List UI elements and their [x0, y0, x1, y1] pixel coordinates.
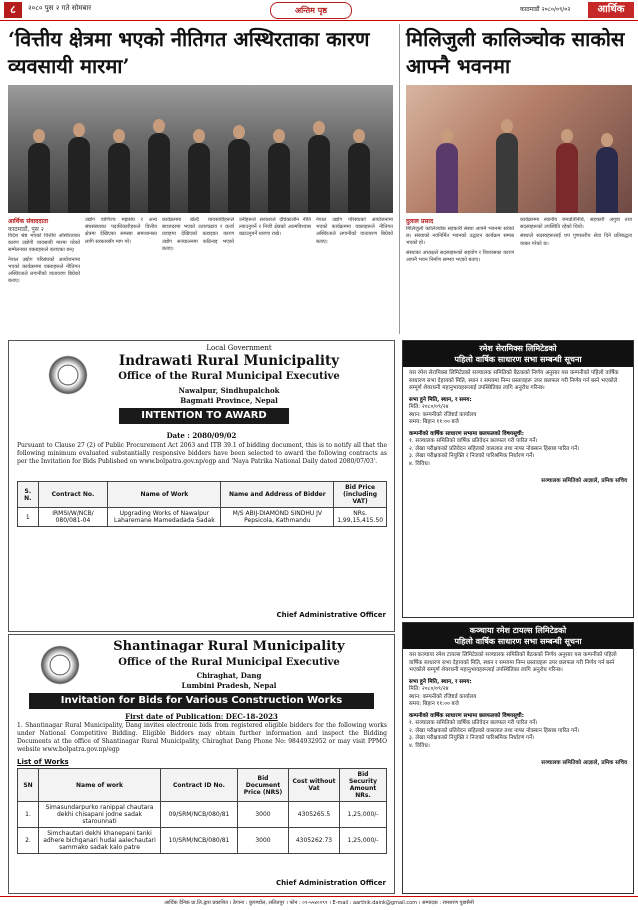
- table-header: Bid Price (including VAT): [334, 482, 387, 508]
- table-header: Contract No.: [38, 482, 108, 508]
- page-number: ८: [4, 2, 22, 18]
- table-cell: Simasundarpurko ranippal chautara dekhi chisapani jodne sadak starounnati: [39, 802, 161, 828]
- shantinagar-works-table: [17, 768, 387, 854]
- table-cell: 10/SRM/NCB/080/81: [161, 828, 238, 854]
- indrawati-body: Pursuant to Clause 27 (2) of Public Procurement Act 2063 and ITB 39.1 of bidding document, this is to notify all that the following minimum evaluated substantially responsive bidders have been selected to award the following contracts as per the Invitation for Bids Published on www.bolpatra.gov.np/egp and 'Naya Patrika National Daily dated 2080/07/03'.: [17, 442, 387, 465]
- section-label: अन्तिम पृष्ठ: [270, 2, 352, 19]
- meeting-time: समय: बिहान ११:०० बजे: [409, 419, 459, 425]
- table-header-row: [18, 482, 387, 508]
- headline-left[interactable]: ‘वित्तीय क्षेत्रमा भएको नीतिगत अस्थिरताका कारण व्यवसायी मारमा’: [8, 27, 370, 78]
- meeting-date: मिति: २०८०/०९/२४: [409, 404, 449, 410]
- agm-notice-2: [402, 622, 634, 894]
- shantinagar-notice: [8, 634, 395, 894]
- byline-left-place: काठमाडौं, पुस २: [8, 226, 44, 233]
- indrawati-notice: [8, 340, 395, 632]
- agm-notice-1-header: [403, 341, 633, 367]
- table-cell: 1,25,000/-: [340, 802, 387, 828]
- indrawati-signature: Chief Administrative Officer: [276, 611, 386, 619]
- agm-notice-2-company: कञ्चाया रमेश टायल्स लिमिटेडको: [469, 626, 567, 635]
- issue-date: २०८० पुस २ गते सोमबार: [28, 4, 92, 12]
- table-header: Name of Work: [108, 482, 221, 508]
- indrawati-province: Bagmati Province, Nepal: [180, 396, 278, 405]
- shantinagar-body: 1. Shantinagar Rural Municipality, Dang invites electronic bids from registered eligible bidders for the following works under National Competitive Bidding. Eligible Bidders may obtain further information and inspect the Bidding Documents at the office of Shantinagar Rural Municipality, Chiraghat Dang Phone No: 9844932952 or may visit PPMO website www.bolpatra.gov.np/egp: [17, 722, 387, 753]
- group-photo-left: [8, 85, 393, 213]
- table-cell: 2.: [18, 828, 39, 854]
- table-cell: 1: [18, 508, 39, 527]
- shantinagar-office: Office of the Rural Municipal Executive: [118, 657, 340, 668]
- article-left-col-5: नेपाल उद्योग परिसंघको आयोजनामा भएको कार्यक्रममा वक्ताहरूले नीतिगत अस्थिरताले लगानीको वातावरण बिग्रेको बताए।: [316, 217, 393, 245]
- invitation-banner: Invitation for Bids for Various Construction Works: [29, 693, 374, 709]
- table-header-row: [18, 769, 387, 802]
- headline-right[interactable]: मिलिजुली कालिञ्चोक साकोस आफ्नै भवनमा: [406, 27, 625, 78]
- agm-notice-1-body: [403, 367, 633, 489]
- byline-right: दुलाल प्रसाद: [406, 218, 434, 225]
- table-cell: Simchautari dekhi khanepani tanki adhere bichganari hudai aalechautari sammako sadak kalo patre: [39, 828, 161, 854]
- intention-banner: INTENTION TO AWARD: [119, 408, 289, 424]
- issue-date-right: काठमाडौं २०८०/०९/०२: [520, 6, 571, 13]
- meeting-place: स्थान: कम्पनीको रजिष्टर्ड कार्यालय: [409, 411, 477, 418]
- table-row: [18, 828, 387, 854]
- venue-title: सभा हुने मिति, स्थान, र समय:: [409, 678, 472, 685]
- table-cell: 1.: [18, 802, 39, 828]
- table-cell: M/S ABIJ-DIAMOND SINDHU JV Pepsicola, Kathmandu: [221, 508, 334, 527]
- agenda-item: ४. विविध।: [409, 460, 430, 467]
- page-footer: आर्थिक दैनिक प्रा.लि.द्वारा प्रकाशित । ठेगाना : कुपण्डोल, ललितपुर । फोन : ०१-५५४०२९९ । E-mail : aarthik.daink@gmail.com । सम्पादक : रामशरण पुडासैनी: [0, 896, 638, 909]
- article-left-col-4: उनीहरूले सरकारले दीर्घकालीन नीति ल्याउनुपर्ने र निजी क्षेत्रको आत्मविश्वास बढाउनुपर्ने धारणा राखे।: [239, 217, 311, 238]
- table-cell: 3000: [238, 828, 289, 854]
- table-header: Bid Security Amount NRs.: [340, 769, 387, 802]
- article-left-col-1: विदेश श्रेष्ठ भएको वित्तीय अस्थिरताका कारण उद्योगी व्यवसायी मारमा परेको सम्मेलनका वक्ताहरूले बताएका छन्। नेपाल उद्योग परिसंघको आयोजनामा भएको कार्यक्रममा वक्ताहरूले नीतिगत अस्थिरताले लगानीको वातावरण बिग्रेको बताए।: [8, 233, 80, 285]
- article-right-col-2: कार्यक्रममा स्थानीय जनप्रतिनिधि, सहकारी अगुवा तथा सदस्यहरूको उपस्थिति रहेको थियो। संस्थाले सदस्यहरूलाई थप गुणस्तरीय सेवा दिने प्रतिबद्धता व्यक्त गरेको छ।: [520, 217, 632, 247]
- agm-notice-2-header: [403, 623, 633, 649]
- masthead-logo: आर्थिक: [588, 2, 634, 18]
- list-of-works-title: List of Works: [17, 758, 69, 766]
- table-header: Name of work: [39, 769, 161, 802]
- table-header: S. N.: [18, 482, 39, 508]
- table-cell: NRs. 1,99,15,415.50: [334, 508, 387, 527]
- article-left-col-2: उद्योग वाणिज्य महासंघ र अन्य संघसंस्थाका पदाधिकारीहरूले वित्तीय क्षेत्रमा देखिएका समस्या समाधानका लागि सरकारसँग माग गरे।: [85, 217, 157, 245]
- agenda-title: कम्पनीको वार्षिक साधारण सभामा छलफलको विषयसूची:: [409, 712, 524, 719]
- indrawati-level: Local Government: [206, 344, 272, 352]
- table-cell: 4305262.73: [289, 828, 340, 854]
- article-right-col-1: मिलिजुली कालिञ्चोक सहकारी संस्था आफ्नै भवनमा सरेको छ। संस्थाको नवनिर्मित भवनको उद्घाटन कार्यक्रम सम्पन्न भएको हो। संस्थाका अध्यक्षले सदस्यहरूको सहयोग र विश्वासका कारण आफ्नै भवन निर्माण सम्भव भएको बताए।: [406, 226, 514, 263]
- indrawati-award-table: [17, 481, 387, 527]
- shantinagar-signature: Chief Administration Officer: [275, 879, 386, 887]
- agenda-item: १. सञ्चालक समितिको वार्षिक प्रतिवेदन छलफल गरी पारित गर्ने।: [409, 438, 538, 444]
- agm-notice-2-title: पहिलो वार्षिक साधारण सभा सम्बन्धी सूचना: [454, 637, 582, 646]
- agm-notice-1-title: पहिलो वार्षिक साधारण सभा सम्बन्धी सूचना: [454, 355, 582, 364]
- venue-title: सभा हुने मिति, स्थान, र समय:: [409, 396, 472, 403]
- agm-notice-2-body: [403, 649, 633, 771]
- table-cell: 09/SRM/NCB/080/81: [161, 802, 238, 828]
- column-divider: [399, 24, 400, 334]
- agm-notice-1-text: यस रमेश सेरामिक्स लिमिटेडको सञ्चालक समितिको बैठकको निर्णय अनुसार यस कम्पनीको पहिलो वार्षिक साधारण सभा देहायको मिति, स्थान र समयमा निम्न प्रस्तावहरू उपर छलफल गरी निर्णय गर्न बस्ने भएकोले सम्पूर्ण शेयरधनी महानुभावहरूलाई उपस्थितिका लागि अनुरोध गरिन्छ।: [409, 370, 619, 391]
- agenda-title: कम्पनीको वार्षिक साधारण सभामा छलफलको विषयसूची:: [409, 430, 524, 437]
- table-header: Bid Document Price (NRS): [238, 769, 289, 802]
- agm-notice-2-text: यस कञ्चाया रमेश टायल्स लिमिटेडको सञ्चालक समितिको बैठकको निर्णय अनुसार यस कम्पनीको पहिलो वार्षिक साधारण सभा देहायको मिति, स्थान र समयमा निम्न प्रस्तावहरू उपर छलफल गरी निर्णय गर्न बस्ने भएकोले सम्पूर्ण शेयरधनी महानुभावहरूलाई उपस्थितिका लागि अनुरोध गरिन्छ।: [409, 652, 617, 673]
- meeting-time: समय: बिहान ११:०० बजे: [409, 701, 459, 707]
- shantinagar-location: Chiraghat, Dang: [196, 671, 262, 680]
- shantinagar-first-date: First date of Publication: DEC-18-2023: [125, 712, 278, 721]
- table-header: Cost without Vat: [289, 769, 340, 802]
- agenda-item: ३. लेखा परीक्षकको नियुक्ति र निजको पारिश्रमिक निर्धारण गर्ने।: [409, 453, 535, 459]
- table-cell: 1,25,000/-: [340, 828, 387, 854]
- table-row: [18, 802, 387, 828]
- agenda-item: ४. विविध।: [409, 742, 430, 749]
- shantinagar-province: Lumbini Pradesh, Nepal: [181, 681, 277, 690]
- shantinagar-name: Shantinagar Rural Municipality: [113, 639, 345, 654]
- agm-notice-2-signature: सञ्चालक समितिको आज्ञाले, प्रमिक सचिव: [541, 760, 627, 766]
- table-row: [18, 508, 387, 527]
- indrawati-office: Office of the Rural Municipal Executive: [118, 371, 340, 382]
- table-cell: 4305265.5: [289, 802, 340, 828]
- agenda-item: ३. लेखा परीक्षकको नियुक्ति र निजको पारिश्रमिक निर्धारण गर्ने।: [409, 735, 535, 741]
- byline-left: आर्थिक संवाददाता: [8, 218, 49, 225]
- meeting-date: मिति: २०८०/०९/२४: [409, 686, 449, 692]
- table-cell: IRMSI/W/NCB/ 080/081-04: [38, 508, 108, 527]
- inauguration-photo-right: [406, 85, 632, 213]
- indrawati-location: Nawalpur, Sindhupalchok: [178, 386, 280, 395]
- table-cell: 3000: [238, 802, 289, 828]
- table-header: SN: [18, 769, 39, 802]
- table-cell: Upgrading Works of Nawalpur Laharemane Mamedadada Sadak: [108, 508, 221, 527]
- meeting-place: स्थान: कम्पनीको रजिष्टर्ड कार्यालय: [409, 693, 477, 700]
- table-header: Contract ID No.: [161, 769, 238, 802]
- agenda-item: २. लेखा परीक्षकको प्रतिवेदन सहितको वासलात तथा नाफा नोक्सान हिसाब पारित गर्ने।: [409, 727, 580, 734]
- table-header: Name and Address of Bidder: [221, 482, 334, 508]
- indrawati-date: Date : 2080/09/02: [166, 431, 237, 440]
- agenda-item: २. लेखा परीक्षकको प्रतिवेदन सहितको वासलात तथा नाफा नोक्सान हिसाब पारित गर्ने।: [409, 445, 580, 452]
- agm-notice-1-signature: सञ्चालक समितिको आज्ञाले, प्रमिक सचिव: [541, 478, 627, 484]
- agenda-item: १. सञ्चालक समितिको वार्षिक प्रतिवेदन छलफल गरी पारित गर्ने।: [409, 720, 538, 726]
- article-left-col-3: कार्यक्रममा बोल्दै व्यवसायीहरूले ब्याजदरमा भएको उतारचढाव र कर्जा प्रवाहमा देखिएको कडाइका कारण उद्योग सञ्चालनमा कठिनाइ भएको बताए।: [162, 217, 234, 252]
- agm-notice-1-company: रमेश सेरामिक्स लिमिटेडको: [479, 344, 557, 353]
- indrawati-name: Indrawati Rural Municipality: [118, 353, 340, 369]
- agm-notice-1: [402, 340, 634, 618]
